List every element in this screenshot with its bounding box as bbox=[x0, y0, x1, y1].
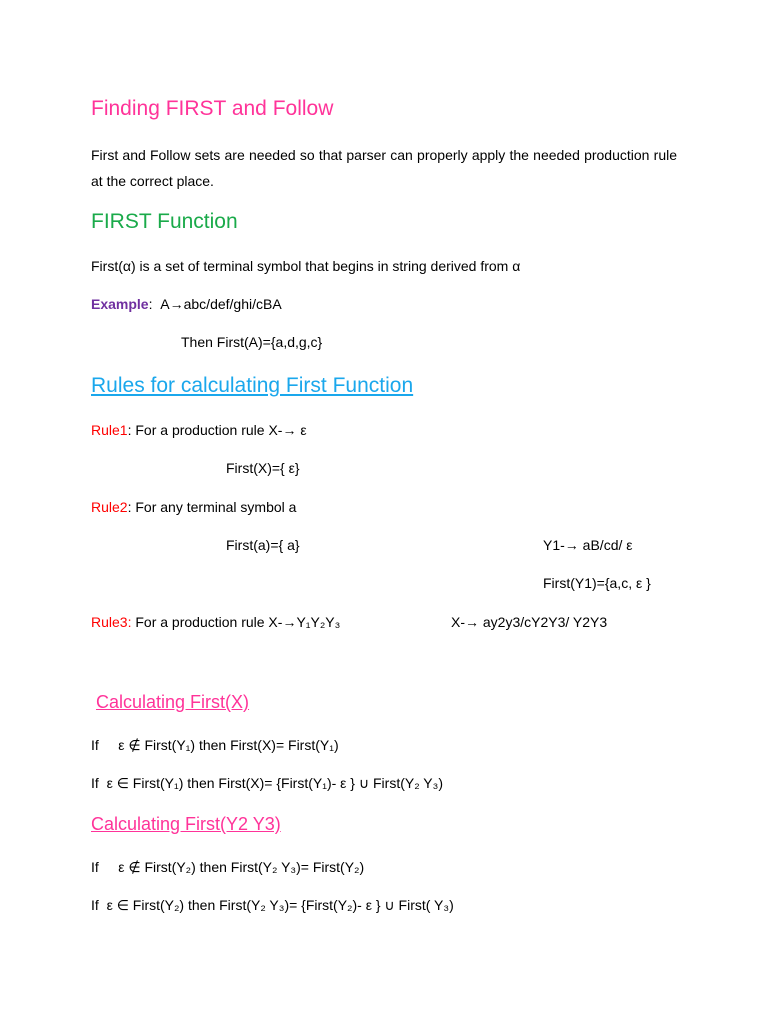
example-line bbox=[91, 296, 282, 312]
side-y1-lhs: Y1- bbox=[543, 537, 565, 553]
first-function-heading: FIRST Function bbox=[91, 210, 238, 233]
side-x-production bbox=[451, 614, 607, 630]
rule3-label: Rule3: bbox=[91, 614, 132, 630]
page-title: Finding FIRST and Follow bbox=[91, 97, 334, 120]
rules-heading: Rules for calculating First Function bbox=[91, 374, 414, 397]
calc-x-line1 bbox=[91, 737, 339, 754]
rule1-epsilon: ε bbox=[296, 422, 307, 438]
condition-text: ε ∉ First(Y₁) then First(X)= First(Y₁) bbox=[118, 737, 339, 753]
side-y1-rhs: aB/cd/ ε bbox=[578, 537, 633, 553]
rule1-label: Rule1 bbox=[91, 422, 128, 438]
if-keyword: If bbox=[91, 737, 99, 753]
calc-y2y3-line2 bbox=[91, 897, 454, 914]
arrow-icon: → bbox=[169, 296, 184, 312]
side-x-rhs: ay2y3/cY2Y3/ Y2Y3 bbox=[479, 614, 608, 630]
arrow-icon: → bbox=[282, 422, 297, 438]
calc-x-heading: Calculating First(X) bbox=[96, 692, 250, 712]
example-label: Example bbox=[91, 296, 149, 312]
example-then: Then First(A)={a,d,g,c} bbox=[181, 334, 323, 350]
rule1-line bbox=[91, 422, 307, 438]
rule3-line bbox=[91, 614, 340, 630]
example-lhs: A bbox=[160, 296, 170, 312]
calc-y2y3-line1 bbox=[91, 859, 364, 876]
rule2-line bbox=[91, 499, 296, 515]
first-definition: First(α) is a set of terminal symbol that begins in string derived from α bbox=[91, 258, 521, 274]
if-keyword: If bbox=[91, 859, 99, 875]
condition-text: ε ∉ First(Y₂) then First(Y₂ Y₃)= First(Y₂) bbox=[118, 859, 365, 875]
side-x-lhs: X- bbox=[451, 614, 465, 630]
example-colon: : bbox=[148, 296, 153, 312]
rule2-result: First(a)={ a} bbox=[226, 537, 300, 553]
calc-y2y3-heading: Calculating First(Y2 Y3) bbox=[91, 814, 281, 834]
calc-x-line2 bbox=[91, 775, 443, 792]
rule3-rhs: Y₁Y₂Y₃ bbox=[296, 614, 341, 630]
if-keyword: If bbox=[91, 897, 99, 913]
rule2-label: Rule2 bbox=[91, 499, 128, 515]
side-first-y1: First(Y1)={a,c, ε } bbox=[543, 575, 651, 591]
arrow-icon: → bbox=[465, 614, 479, 630]
example-rhs: abc/def/ghi/cBA bbox=[183, 296, 282, 312]
arrow-icon: → bbox=[564, 537, 579, 553]
condition-text: ε ∈ First(Y₂) then First(Y₂ Y₃)= {First(Y₂)- ε } ∪ First( Y₃) bbox=[106, 897, 454, 913]
if-keyword: If bbox=[91, 775, 99, 791]
rule2-text: : For any terminal symbol a bbox=[127, 499, 297, 515]
side-y1-production bbox=[543, 537, 633, 553]
condition-text: ε ∈ First(Y₁) then First(X)= {First(Y₁)- ε } ∪ First(Y₂ Y₃) bbox=[106, 775, 443, 791]
rule1-result: First(X)={ ε} bbox=[226, 460, 300, 476]
arrow-icon: → bbox=[282, 614, 297, 630]
intro-paragraph: First and Follow sets are needed so that parser can properly apply the needed production rule at the correct place. bbox=[91, 147, 677, 189]
rule3-text: For a production rule X- bbox=[131, 614, 283, 630]
rule1-text: : For a production rule X- bbox=[127, 422, 283, 438]
